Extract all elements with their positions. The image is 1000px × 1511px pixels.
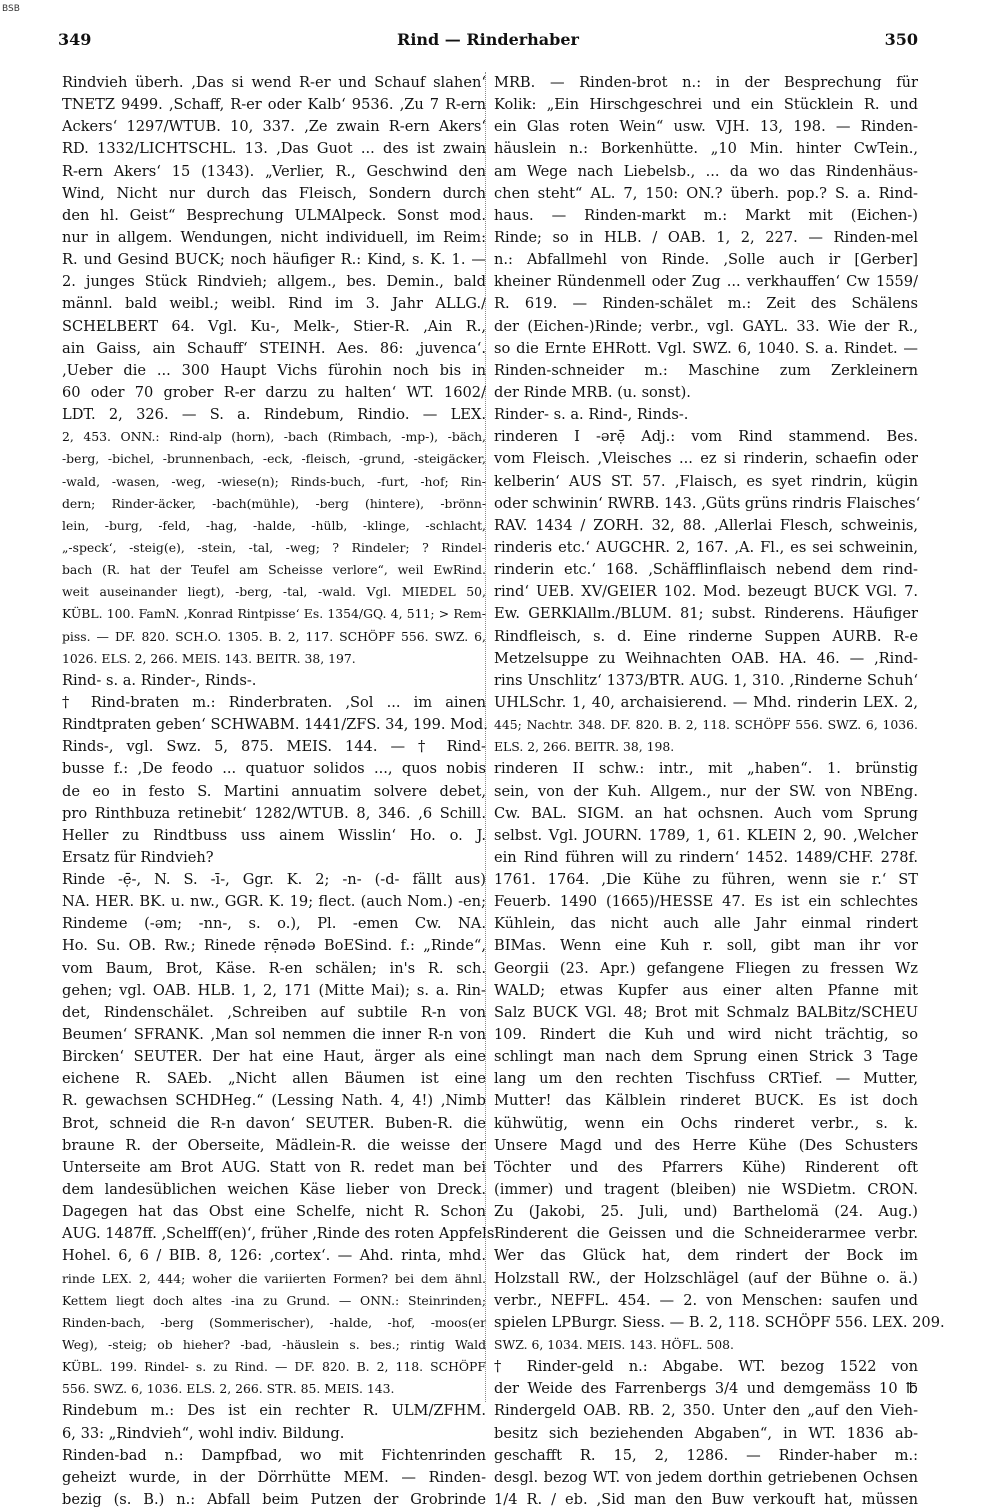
text-line: Rinden-bad n.: Dampfbad, wo mit Fichtenrinden xyxy=(62,1446,486,1464)
text-line: verbr., NEFFL. 454. — 2. von Menschen: saufen und xyxy=(494,1291,918,1309)
text-line: geschafft R. 15, 2, 1286. — Rinder-haber m.: xyxy=(494,1446,918,1464)
text-line: rinderen II schw.: intr., mit „haben“. 1. brünstig xyxy=(494,760,918,778)
text-line: rinderin etc.‘ 168. ‚Schäfflinflaisch nebend dem rind- xyxy=(494,561,918,579)
page-header xyxy=(58,30,918,52)
page-number-right: 350 xyxy=(884,30,918,49)
text-line: -wald, -wasen, -weg, -wiese(n); Rinds-buch, -furt, -hof; Rin- xyxy=(62,473,486,489)
text-line: dem landesüblichen weichen Käse lieber von Dreck. xyxy=(62,1181,486,1199)
text-line: Kühlein, das nicht auch alle Jahr einmal rindert xyxy=(494,915,918,933)
text-line: besitz sich beziehenden Abgaben“, in WT. 1836 ab- xyxy=(494,1424,918,1442)
text-line: Brot, schneid die R-n davon‘ SEUTER. Buben-R. die xyxy=(62,1114,486,1132)
text-line: nur in allgem. Wendungen, nicht individuell, im Reim: xyxy=(62,228,486,246)
text-line: rind‘ UEB. XV/GEIER 102. Mod. bezeugt BUCK VGl. 7. xyxy=(494,583,918,601)
text-line: Rindtpraten geben‘ SCHWABM. 1441/ZFS. 34, 199. Mod. xyxy=(62,716,488,734)
text-line: 1761. 1764. ‚Die Kühe zu führen, wenn sie r.‘ ST xyxy=(494,871,918,889)
text-line: 6, 33: „Rindvieh“, wohl indiv. Bildung. xyxy=(62,1424,345,1442)
text-line: selbst. Vgl. JOURN. 1789, 1, 61. KLEIN 2, 90. ‚Welcher xyxy=(494,826,918,844)
text-line: R-ern Akers‘ 15 (1343). „Verlier, R., Geschwind den xyxy=(62,162,486,180)
column-divider xyxy=(485,72,486,1402)
text-line: Rindvieh überh. ‚Das si wend R-er und Schauf slahen‘ xyxy=(62,74,486,91)
text-line: kheiner Ründenmell oder Zug ... verkhauffen‘ Cw 1559/ xyxy=(494,273,918,291)
text-line: kelberin‘ AUS ST. 57. ‚Flaisch, es syet rindrin, kügin xyxy=(494,472,918,490)
text-line: Kettem liegt doch altes -ina zu Grund. — ONN.: Steinrinden; xyxy=(62,1292,486,1308)
text-line: † Rind-braten m.: Rinderbraten. ‚Sol ... im ainen xyxy=(62,693,486,711)
text-line: n.: Abfallmehl von Rinde. ‚Solle auch ir [Gerber] xyxy=(494,251,918,269)
text-line: lang um den rechten Tischfuss CRTief. — Mutter, xyxy=(494,1070,918,1088)
text-line: 556. SWZ. 6, 1036. ELS. 2, 266. STR. 85. MEIS. 143. xyxy=(62,1381,395,1397)
text-line: 2, 453. ONN.: Rind-alp (horn), -bach (Rimbach, -mp-), -bäch, xyxy=(62,429,486,445)
text-line: Ackers‘ 1297/WTUB. 10, 337. ‚Ze zwain R-ern Akers‘ xyxy=(62,118,486,136)
text-line: weit auseinander liegt), -berg, -tal, -wald. Vgl. MIEDEL 50, xyxy=(62,584,486,600)
text-line: Zu (Jakobi, 25. Juli, und) Barthelomä (24. Aug.) xyxy=(494,1203,918,1221)
text-line: KÜBL. 199. Rindel- s. zu Rind. — DF. 820. B. 2, 118. SCHÖPF xyxy=(62,1359,486,1375)
text-line: ‚Ueber die ... 300 Haupt Vichs fürohin noch bis in xyxy=(62,361,486,379)
text-line: Rindebum m.: Des ist ein rechter R. ULM/ZFHM. xyxy=(62,1402,486,1420)
text-line: Unterseite am Brot AUG. Statt von R. redet man bei xyxy=(62,1158,486,1176)
text-line: braune R. der Oberseite, Mädlein-R. die weisse der xyxy=(62,1136,486,1154)
text-line: busse f.: ‚De feodo ... quatuor solidos ..., quos nobis xyxy=(62,760,486,778)
text-line: † Rinder-geld n.: Abgabe. WT. bezog 1522 von xyxy=(494,1358,918,1376)
text-line: rinderen I -ərẹ̄ Adj.: vom Rind stammend. Bes. xyxy=(494,428,918,446)
text-line: KÜBL. 100. FamN. ‚Konrad Rintpisse‘ Es. 1354/GQ. 4, 511; > Rem- xyxy=(62,606,486,622)
text-line: so die Ernte EHRott. Vgl. SWZ. 6, 1040. S. a. Rindet. — xyxy=(494,339,918,357)
text-line: eichene R. SAEb. „Nicht allen Bäumen ist eine xyxy=(62,1070,486,1088)
text-line: schlingt man nach dem Sprung einen Strick 3 Tage xyxy=(494,1048,918,1066)
text-line: NA. HER. BK. u. nw., GGR. K. 19; flect. (auch Nom.) -en; xyxy=(62,893,486,911)
text-line: WALD; etwas Kupfer aus einer alten Pfanne mit xyxy=(494,981,918,999)
text-line: piss. — DF. 820. SCH.O. 1305. B. 2, 117. SCHÖPF 556. SWZ. 6, xyxy=(62,628,486,644)
text-line: ein Glas roten Wein“ usw. VJH. 13, 198. — Rinden- xyxy=(494,118,918,136)
text-line: der Rinde MRB. (u. sonst). xyxy=(494,383,691,401)
text-line: R. und Gesind BUCK; noch häufiger R.: Kind, s. K. 1. — xyxy=(62,251,486,269)
text-line: Wind, Nicht nur durch das Fleisch, Sondern durch xyxy=(62,184,486,202)
text-line: männl. bald weibl.; weibl. Rind im 3. Jahr ALLG./ xyxy=(62,295,486,313)
text-line: AUG. 1487ff. ‚Schelff(en)‘, früher ‚Rinde des roten Appfels‘ xyxy=(62,1225,499,1243)
text-line: kühwütig, wenn ein Ochs rinderet verbr., s. k. xyxy=(494,1114,918,1132)
text-line: oder schwinin‘ RWRB. 143. ‚Güts grüns rindris Flaisches‘ xyxy=(494,494,921,512)
text-line: ain Gaiss, ain Schauff‘ STEINH. Aes. 86: ‚juvenca‘. xyxy=(62,339,486,357)
text-line: vom Fleisch. ‚Vleisches ... ez si rinderin, schaefin oder xyxy=(494,450,918,468)
text-line: ein Rind führen will zu rindern‘ 1452. 1489/CHF. 278f. xyxy=(494,848,918,866)
text-line: SCHELBERT 64. Vgl. Ku-, Melk-, Stier-R. ‚Ain R., xyxy=(62,317,486,335)
text-line: Ew. GERKlAllm./BLUM. 81; subst. Rinderens. Häufiger xyxy=(494,605,918,623)
text-line: lein, -burg, -feld, -hag, -halde, -hülb, -klinge, -schlacht, xyxy=(62,517,486,533)
text-line: chen steht“ AL. 7, 150: ON.? überh. pop.? S. a. Rind- xyxy=(494,184,918,202)
text-line: SWZ. 6, 1034. MEIS. 143. HÖFL. 508. xyxy=(494,1337,734,1353)
left-column xyxy=(62,72,499,1508)
text-line: Rindeme (-əm; -nn-, s. o.), Pl. -emen Cw. NA. xyxy=(62,915,486,933)
text-line: Salz BUCK VGl. 48; Brot mit Schmalz BALBitz/SCHEU xyxy=(494,1003,918,1021)
text-line: desgl. bezog WT. von jedem dorthin getriebenen Ochsen xyxy=(494,1468,918,1486)
text-line: BIMas. Wenn eine Kuh r. soll, gibt man ihr vor xyxy=(494,937,918,955)
text-line: Rinden-schneider m.: Maschine zum Zerkleinern xyxy=(494,361,918,379)
text-line: Rindfleisch, s. d. Eine rinderne Suppen AURB. R-e xyxy=(494,627,918,645)
text-line: Töchter und des Pfarrers Kühe) Rinderent oft xyxy=(494,1158,918,1176)
text-line: Ersatz für Rindvieh? xyxy=(62,848,214,866)
text-line: 1026. ELS. 2, 266. MEIS. 143. BEITR. 38, 197. xyxy=(62,650,356,666)
text-line: RD. 1332/LICHTSCHL. 13. ‚Das Guot ... des ist zwain xyxy=(62,140,486,158)
text-line: Bircken‘ SEUTER. Der hat eine Haut, ärger als eine xyxy=(62,1048,486,1066)
text-line: UHLSchr. 1, 40, archaisierend. — Mhd. rinderin LEX. 2, xyxy=(494,693,918,711)
text-line: ELS. 2, 266. BEITR. 38, 198. xyxy=(494,739,675,755)
text-line: sein, von der Kuh. Allgem., nur der SW. von NBEng. xyxy=(494,782,918,800)
text-line: „-speck‘, -steig(e), -stein, -tal, -weg; ? Rindeler; ? Rindel- xyxy=(62,539,486,555)
text-line: Rinderent die Geissen und die Schneiderarmee verbr. xyxy=(494,1225,918,1243)
text-line: TNETZ 9499. ‚Schaff, R-er oder Kalb‘ 9536. ‚Zu 7 R-ern xyxy=(62,96,486,114)
text-line: 1/4 R. / eb. ‚Sid man den Buw verkouft hat, müssen xyxy=(494,1491,918,1508)
text-line: dern; Rinder-äcker, -bach(mühle), -berg (hintere), -brönn- xyxy=(62,495,486,511)
text-line: Kolik: „Ein Hirschgeschrei und ein Stücklein R. und xyxy=(494,96,918,114)
text-line: 60 oder 70 grober R-er darzu zu halten‘ WT. 1602/ xyxy=(62,383,486,401)
text-line: rinde LEX. 2, 444; woher die variierten Formen? bei dem ähnl. xyxy=(62,1270,486,1286)
right-column xyxy=(494,72,945,1508)
text-line: Wer das Glück hat, dem rindert der Bock im xyxy=(494,1247,918,1265)
text-line: Rinds-, vgl. Swz. 5, 875. MEIS. 144. — † Rind- xyxy=(62,738,486,756)
text-line: vom Baum, Brot, Käse. R-en schälen; in's R. sch. xyxy=(62,959,486,977)
text-line: Rinden-bach, -berg (Sommerischer), -halde, -hof, -moos(er xyxy=(62,1314,486,1330)
text-line: haus. — Rinden-markt m.: Markt mit (Eichen-) xyxy=(494,206,918,224)
text-line: R. gewachsen SCHDHeg.“ (Lessing Nath. 4, 4!) ‚Nimb xyxy=(62,1092,486,1110)
text-line: Unsere Magd und des Herre Kühe (Des Schusters xyxy=(494,1136,918,1154)
text-line: de eo in festo S. Martini annuatim solvere debet, xyxy=(62,782,486,800)
text-line: 445; Nachtr. 348. DF. 820. B. 2, 118. SCHÖPF 556. SWZ. 6, 1036. xyxy=(494,717,918,733)
text-line: gehen; vgl. OAB. HLB. 1, 2, 171 (Mitte Mai); s. a. Rin- xyxy=(62,981,486,999)
text-line: -berg, -bichel, -brunnenbach, -eck, -fleisch, -grund, -steigäcker, xyxy=(62,451,486,467)
text-line: LDT. 2, 326. — S. a. Rindebum, Rindio. — LEX. xyxy=(62,406,486,424)
text-line: bach (R. hat der Teufel am Scheisse verlore“, weil EwRind. xyxy=(62,562,486,578)
text-line: MRB. — Rinden-brot n.: in der Besprechung für xyxy=(494,74,918,91)
text-line: Georgii (23. Apr.) gefangene Fliegen zu fressen Wz xyxy=(494,959,918,977)
page-number-left: 349 xyxy=(58,30,92,49)
text-line: R. 619. — Rinden-schälet m.: Zeit des Schälens xyxy=(494,295,918,313)
text-line: det, Rindenschälet. ‚Schreiben auf subtile R-n von xyxy=(62,1003,486,1021)
running-title: Rind — Rinderhaber xyxy=(397,30,579,49)
text-line: Mutter! das Kälblein rinderet BUCK. Es ist doch xyxy=(494,1092,918,1110)
text-line: der (Eichen-)Rinde; verbr., vgl. GAYL. 33. Wie der R., xyxy=(494,317,918,335)
text-line: den hl. Geist“ Besprechung ULMAlpeck. Sonst mod. xyxy=(62,206,486,224)
text-line: spielen LPBurgr. Siess. — B. 2, 118. SCHÖPF 556. LEX. 209. xyxy=(494,1313,945,1331)
text-line: Ho. Su. OB. Rw.; Rinede rẹ̄nədə BoESind. f.: „Rinde“, xyxy=(62,937,486,955)
text-line: Hohel. 6, 6 / BIB. 8, 126: ‚cortex‘. — Ahd. rinta, mhd. xyxy=(62,1247,486,1265)
text-line: am Wege nach Liebelsb., ... da wo das Rindenhäus- xyxy=(494,162,918,180)
text-line: rins Unschlitz‘ 1373/BTR. AUG. 1, 310. ‚Rinderne Schuh‘ xyxy=(494,671,918,689)
text-line: der Weide des Farrenbergs 3/4 und demgemäss 10 ℔ xyxy=(494,1380,918,1398)
text-line: rinderis etc.‘ AUGCHR. 2, 167. ‚A. Fl., es sei schweinin, xyxy=(494,538,918,556)
text-line: Rind- s. a. Rinder-, Rinds-. xyxy=(62,671,257,689)
text-line: Metzelsuppe zu Weihnachten OAB. HA. 46. — ‚Rind- xyxy=(494,649,918,667)
text-line: Dagegen hat das Obst eine Schelfe, nicht R. Schon xyxy=(62,1203,486,1221)
text-line: Cw. BAL. SIGM. an hat ochsnen. Auch vom Sprung xyxy=(494,804,918,822)
text-line: häuslein n.: Borkenhütte. „10 Min. hinter CwTein., xyxy=(494,140,918,158)
text-line: bezig (s. B.) n.: Abfall beim Putzen der Grobrinde xyxy=(62,1491,486,1508)
text-line: Rinder- s. a. Rind-, Rinds-. xyxy=(494,406,689,424)
text-line: 109. Rindert die Kuh und wird nicht trächtig, so xyxy=(494,1026,918,1044)
text-line: Feuerb. 1490 (1665)/HESSE 47. Es ist ein schlechtes xyxy=(494,893,918,911)
text-line: geheizt wurde, in der Dörrhütte MEM. — Rinden- xyxy=(62,1468,486,1486)
text-line: Rinde -ẹ̄-, N. S. -ī-, Ggr. K. 2; -n- (-d- fällt aus) xyxy=(62,871,486,889)
text-line: Beumen‘ SFRANK. ‚Man sol nemmen die inner R-n von xyxy=(62,1026,486,1044)
text-line: Holzstall RW., der Holzschlägel (auf der Bühne o. ä.) xyxy=(494,1269,918,1287)
text-line: Rindergeld OAB. RB. 2, 350. Unter den „auf den Vieh- xyxy=(494,1402,918,1420)
text-line: Rinde; so in HLB. / OAB. 1, 2, 227. — Rinden-mel xyxy=(494,228,918,246)
text-line: (immer) und tragent (bleiben) nie WSDietm. CRON. xyxy=(494,1181,918,1199)
library-stamp: BSB xyxy=(2,4,20,14)
text-line: Heller zu Rindtbuss uss ainem Wisslin‘ Ho. o. J. xyxy=(62,826,486,844)
text-line: pro Rinthbuza retinebit‘ 1282/WTUB. 8, 346. ‚6 Schill. xyxy=(62,804,486,822)
text-line: 2. junges Stück Rindvieh; allgem., bes. Demin., bald xyxy=(62,273,486,291)
text-line: Weg), -steig; ob hieher? -bad, -häuslein s. bes.; rintig Wald xyxy=(62,1337,486,1353)
text-line: RAV. 1434 / ZORH. 32, 88. ‚Allerlai Flesch, schweinis, xyxy=(494,516,918,534)
